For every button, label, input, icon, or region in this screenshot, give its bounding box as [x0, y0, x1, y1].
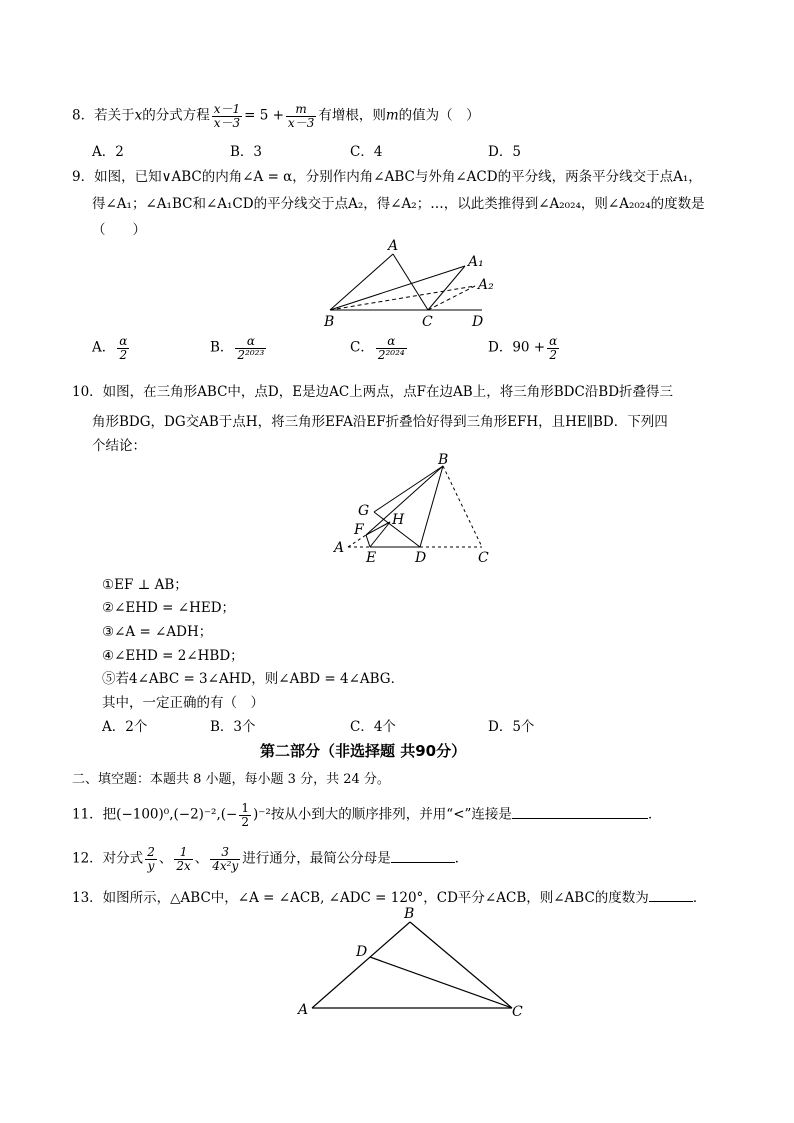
q13-seg-AB — [312, 922, 410, 1008]
q10-label-C: C — [478, 550, 489, 566]
part2-title: 第二部分（非选择题 共90分） — [260, 742, 467, 760]
q13-answer-blank[interactable] — [649, 889, 693, 902]
q12-fraction-1: $\frac{2}{y}$ — [147, 845, 155, 873]
q9-figure — [318, 236, 508, 330]
q9-line-1: 9．如图，已知∨ABC的内角∠A = α，分别作内角∠ABC与外角∠ACD的平分线，两条平分线交于点A₁， — [72, 169, 702, 185]
q8-mid: 的分式方程 — [142, 107, 210, 124]
q9-label-A: A — [388, 238, 399, 254]
q13-line: 13．如图所示，△ABC中，∠A = ∠ACB, ∠ADC = 120°，CD平分∠ACB，则∠ABC的度数为 ． — [72, 890, 707, 906]
q8-fraction-2: $\frac{m}{x-3}$ — [287, 102, 315, 130]
q9-label-D: D — [472, 314, 484, 330]
q12-answer-blank[interactable] — [391, 850, 455, 863]
q9-seg-CA1 — [428, 266, 465, 310]
q10-label-B: B — [438, 452, 449, 468]
q8-var-x: x — [134, 107, 143, 124]
q9-option-c: C． $\frac{\alpha}{\text{2²⁰²⁴}}$ — [350, 334, 405, 362]
q13-label-D: D — [356, 944, 368, 960]
q9-seg-BA — [330, 254, 393, 310]
q8-post2: 的值为（ ） — [398, 107, 480, 124]
q9-label-A1: A₁ — [468, 254, 484, 270]
q8-post: 有增根，则 — [318, 107, 386, 124]
q9-option-b: B． $\frac{\alpha}{\text{2²⁰²³}}$ — [210, 334, 265, 362]
q10-seg-BG — [374, 466, 443, 512]
q10-seg-BC — [443, 466, 482, 547]
q8-number: 8． — [72, 107, 95, 124]
q12-fraction-3: $\frac{3}{\text{4x²y}}$ — [212, 845, 239, 873]
q9-label-B: B — [324, 314, 335, 330]
q10-conclusion-1: ①EF ⊥ AB； — [102, 577, 188, 593]
q10-line-1: 10．如图，在三角形ABC中，点D，E是边AC上两点，点F在边AB上，将三角形BDC沿BD折叠得三 — [72, 384, 674, 400]
q11-post: 按从小到大的顺序排列，并用“<”连接是 — [270, 806, 512, 823]
q10-option-c: C．4个 — [350, 719, 396, 735]
q9-seg-CA2 — [428, 286, 475, 310]
q11-paren-close: )⁻² — [253, 806, 271, 823]
q10-option-d: D．5个 — [488, 719, 535, 735]
q10-label-G: G — [358, 503, 370, 519]
q9-line-2: 得∠A₁；∠A₁BC和∠A₁CD的平分线交于点A₂，得∠A₂；…，以此类推得到∠A₂₀₂₄，则∠A₂₀₂₄的度数是 — [92, 196, 705, 212]
q9-seg-BA2 — [330, 286, 475, 310]
q8-option-c: C．4 — [350, 144, 383, 160]
q8-fraction-1: $\frac{x-1}{x-3}$ — [213, 102, 241, 130]
q13-text: 13．如图所示，△ABC中，∠A = ∠ACB, ∠ADC = 120°，CD平分∠ACB，则∠ABC的度数为 — [72, 890, 649, 906]
q11-pre: 11．把(−100)⁰,(−2)⁻², — [72, 806, 221, 823]
q9-option-d: D．90 + $\frac{\alpha}{2}$ — [488, 334, 558, 362]
q10-line-2: 角形BDG，DG交AB于点H，将三角形EFA沿EF折叠恰好得到三角形EFH，且HE∥BD．下列四 — [92, 414, 668, 430]
q10-label-E: E — [366, 550, 377, 566]
q9-seg-BA1 — [330, 266, 465, 310]
q9-label-A2: A₂ — [478, 277, 494, 293]
q13-label-B: B — [404, 906, 415, 922]
q10-conclusion-4: ④∠EHD = 2∠HBD； — [102, 648, 244, 664]
q10-figure — [330, 452, 500, 568]
q10-conclusion-2: ②∠EHD = ∠HED； — [102, 600, 236, 616]
q9-option-a: A． $\frac{\alpha}{2}$ — [92, 334, 128, 362]
q8-option-b: B．3 — [230, 144, 263, 160]
q9-line-3: （ ） — [92, 222, 146, 238]
q13-seg-BC — [410, 922, 512, 1008]
q11-paren-open: (− — [220, 806, 238, 823]
q11-line: 11．把(−100)⁰,(−2)⁻²,(− $\frac{1}{2}$ )⁻²按从小到大的顺序排列，并用“<”连接是 ． — [72, 801, 662, 829]
q10-conclusion-5: ⑤若4∠ABC = 3∠AHD，则∠ABD = 4∠ABG． — [102, 671, 405, 687]
q12-fraction-2: $\frac{1}{2x}$ — [176, 845, 191, 873]
q13-label-A: A — [298, 1002, 309, 1018]
q10-option-b: B．3个 — [210, 719, 256, 735]
q10-option-a: A．2个 — [102, 719, 148, 735]
q8-option-d: D．5 — [488, 144, 521, 160]
q9-label-C: C — [422, 314, 433, 330]
q10-seg-EH — [370, 522, 390, 547]
section2-header: 二、填空题：本题共 8 小题，每小题 3 分，共 24 分。 — [72, 772, 390, 787]
q8-option-a: A．2 — [92, 144, 124, 160]
q10-label-A: A — [334, 540, 345, 556]
q8-var-m: m — [385, 107, 399, 124]
q10-label-F: F — [354, 522, 364, 538]
q10-label-H: H — [392, 512, 405, 528]
q8-pre: 若关于 — [94, 107, 135, 124]
q11-answer-blank[interactable] — [512, 806, 648, 819]
q10-line-3: 个结论： — [92, 438, 146, 454]
q10-label-D: D — [415, 550, 427, 566]
q12-line: 12．对分式 $\frac{2}{y}$ 、 $\frac{1}{2x}$ 、 $\frac{3}{\text{4x²y}}$ 进行通分，最简公分母是 ． — [72, 845, 469, 873]
q13-seg-DC — [370, 957, 512, 1008]
q10-conclusion-3: ③∠A = ∠ADH； — [102, 624, 213, 640]
q9-seg-AC — [393, 254, 428, 310]
q13-label-C: C — [512, 1004, 523, 1020]
q10-ask: 其中，一定正确的有（ ） — [102, 695, 264, 711]
q10-seg-BD — [420, 466, 443, 547]
q10-seg-FE — [366, 535, 370, 547]
q8-line — [72, 103, 480, 129]
q11-fraction: $\frac{1}{2}$ — [241, 801, 249, 829]
q13-figure — [290, 904, 540, 1024]
q10-seg-FB — [366, 466, 443, 535]
q8-equals: = 5 + — [244, 107, 284, 124]
